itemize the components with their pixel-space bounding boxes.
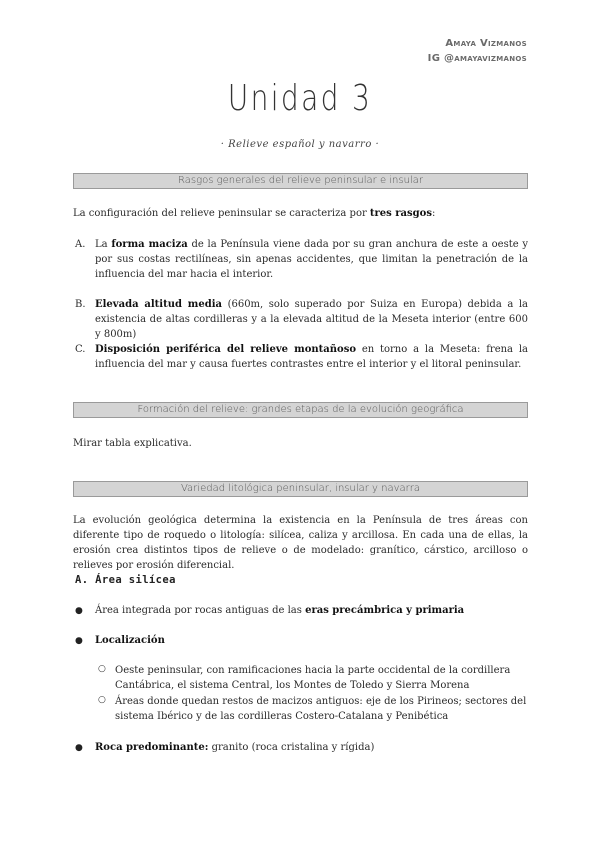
- item-b-bold: Elevada altitud media: [95, 299, 223, 310]
- list-label-b: B.: [75, 299, 86, 310]
- author-name: Amaya Vizmanos: [445, 38, 527, 49]
- author-header: [428, 36, 527, 66]
- bullet-roca-text: granito (roca cristalina y rígida): [208, 742, 375, 753]
- list-label-a: A.: [75, 239, 86, 250]
- sub-item-oeste: Oeste peninsular, con ramificaciones hacia la parte occidental de la cordillera Cantábrica, el sistema Central, los Montes de Toledo y Sierra Morena: [115, 665, 511, 691]
- intro-text: La configuración del relieve peninsular se caracteriza por: [73, 208, 370, 219]
- item-a-text: de la Península viene dada por su gran anchura de este a oeste y por sus costas rectilíneas, sin apenas accidentes, que limitan la penetración de la influencia del mar hacia el interior.: [95, 239, 529, 280]
- list-item-c: [95, 342, 528, 372]
- item-b-text: (660m, solo superado por Suiza en Europa) debida a la existencia de altas cordilleras y a la elevada altitud de la Meseta interior (entre 600 y 800m): [95, 299, 528, 340]
- section-heading-formacion: Formación del relieve: grandes etapas de la evolución geográfica: [73, 402, 528, 418]
- intro-bold: tres rasgos: [369, 208, 432, 219]
- section1-intro: [73, 206, 528, 221]
- bullet-localizacion: [95, 633, 528, 648]
- item-c-text: en torno a la Meseta: frena la influencia del mar y causa fuertes contrastes entre el interior y el litoral peninsular.: [95, 344, 528, 370]
- area-silicea-heading: A. Área silícea: [75, 574, 176, 586]
- bullet-roca: [95, 740, 528, 755]
- list-item-b: [95, 297, 528, 342]
- page-subtitle: · Relieve español y navarro ·: [220, 139, 380, 150]
- section3-text: La evolución geológica determina la existencia en la Península de tres áreas con diferente tipo de roquedo o litología: silícea, caliza y arcillosa. En cada una de ellas, la erosión crea distintos tipos de relieve o de modelado: granítico, cárstico, arcilloso o relieves por erosión diferencial.: [73, 515, 528, 571]
- item-a-pre: La: [95, 239, 112, 250]
- section-heading-rasgos: Rasgos generales del relieve peninsular e insular: [73, 173, 528, 189]
- bullet-icon: ●: [75, 606, 83, 616]
- bullet-localizacion-bold: Localización: [95, 635, 165, 646]
- section-heading-variedad: Variedad litológica peninsular, insular y navarra: [73, 481, 528, 497]
- list-item-a: [95, 237, 528, 282]
- page-title: Unidad 3: [227, 78, 373, 119]
- bullet-eras-bold: eras precámbrica y primaria: [305, 605, 465, 616]
- circle-bullet-icon: ○: [98, 695, 106, 705]
- list-label-c: C.: [75, 344, 86, 355]
- bullet-roca-bold: Roca predominante:: [95, 742, 209, 753]
- circle-bullet-icon: ○: [98, 664, 106, 674]
- sub-item-areas: Áreas donde quedan restos de macizos antiguos: eje de los Pirineos; sectores del sistema Ibérico y de las cordilleras Costero-Catalana y Penibética: [115, 696, 527, 722]
- item-a-bold: forma maciza: [111, 239, 188, 250]
- bullet-icon: ●: [75, 743, 83, 753]
- item-c-bold: Disposición periférica del relieve montañoso: [95, 344, 356, 355]
- bullet-eras: [95, 603, 528, 618]
- bullet-eras-text: Área integrada por rocas antiguas de las: [95, 605, 306, 616]
- section2-text: Mirar tabla explicativa.: [73, 438, 192, 449]
- intro-colon: :: [431, 208, 436, 219]
- bullet-icon: ●: [75, 636, 83, 646]
- author-instagram: IG @amayavizmanos: [427, 53, 527, 64]
